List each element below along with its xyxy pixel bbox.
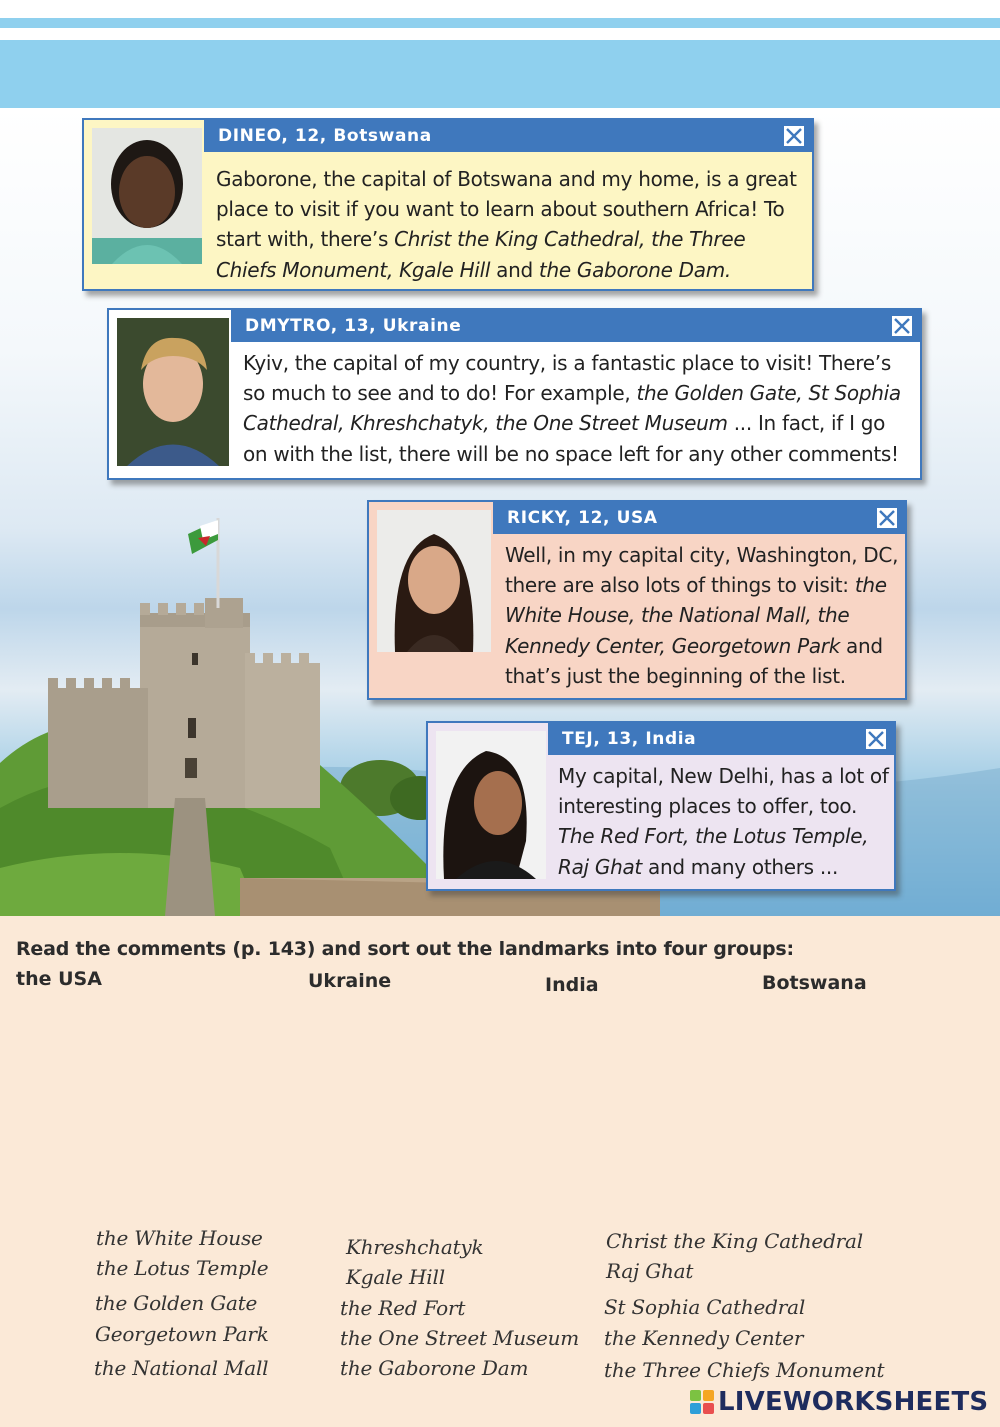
logo-square: [703, 1390, 714, 1401]
card-header: [231, 310, 920, 342]
comment-text-segment: ... In fact, if I go on with the list, there will be no space left for any other comments!: [243, 411, 899, 466]
commenter-name: DMYTRO, 13, Ukraine: [245, 316, 462, 336]
task-instruction: Read the comments (p. 143) and sort out the landmarks into four groups:: [16, 938, 794, 960]
logo-text: LIVEWORKSHEETS: [718, 1387, 989, 1417]
comment-text-segment: Kyiv, the capital of my country, is a fantastic place to visit! There’s so much to see and to do! For example,: [243, 351, 891, 406]
landmark-word[interactable]: Khreshchatyk: [346, 1235, 484, 1259]
header-band: [0, 40, 1000, 108]
comment-card-ricky: [367, 500, 907, 700]
card-header: [204, 120, 812, 152]
commenter-name: RICKY, 12, USA: [507, 508, 658, 528]
landmark-word[interactable]: Christ the King Cathedral: [606, 1229, 863, 1253]
comment-card-tej: [426, 721, 896, 891]
landmark-word[interactable]: the Gaborone Dam: [340, 1356, 529, 1380]
comment-text-segment: Gaborone, the capital of Botswana and my home, is a great place to visit if you want to learn about southern Africa! To start with, there’s: [216, 167, 797, 252]
comment-text: [216, 164, 806, 285]
close-icon[interactable]: [875, 506, 899, 530]
comment-text-segment: My capital, New Delhi, has a lot of interesting places to offer, too.: [558, 764, 889, 819]
landmark-word[interactable]: the Lotus Temple: [96, 1256, 269, 1280]
group-heading-usa: the USA: [16, 968, 102, 990]
comment-text-segment: and that’s just the beginning of the list.: [505, 633, 883, 688]
logo-square: [703, 1403, 714, 1414]
avatar: [436, 731, 546, 879]
comment-text: [243, 348, 913, 469]
landmark-mention: the White House, the National Mall, the Kennedy Center, Georgetown Park: [505, 573, 887, 658]
group-heading-botswana: Botswana: [762, 972, 867, 994]
commenter-name: TEJ, 13, India: [562, 729, 697, 749]
landmark-word[interactable]: the Three Chiefs Monument: [604, 1358, 885, 1382]
landmark-word[interactable]: the Red Fort: [340, 1296, 466, 1320]
comment-text: [558, 761, 893, 882]
logo-square: [690, 1403, 701, 1414]
landmark-word[interactable]: Georgetown Park: [95, 1322, 269, 1346]
landmark-word[interactable]: St Sophia Cathedral: [604, 1295, 806, 1319]
comment-card-dmytro: [107, 308, 922, 480]
close-icon[interactable]: [890, 314, 914, 338]
landmark-mention: the Gaborone Dam.: [538, 257, 731, 282]
close-icon[interactable]: [864, 727, 888, 751]
landmark-word[interactable]: the White House: [96, 1226, 263, 1250]
landmark-word[interactable]: the Golden Gate: [95, 1291, 258, 1315]
group-heading-ukraine: Ukraine: [308, 970, 392, 992]
avatar: [377, 510, 491, 652]
landmark-word[interactable]: the National Mall: [94, 1356, 269, 1380]
landmark-word[interactable]: Kgale Hill: [346, 1265, 445, 1289]
commenter-name: DINEO, 12, Botswana: [218, 126, 432, 146]
landmark-word[interactable]: the Kennedy Center: [604, 1326, 804, 1350]
group-heading-india: India: [545, 974, 599, 996]
landmark-word[interactable]: Raj Ghat: [606, 1259, 694, 1283]
avatar: [117, 318, 229, 466]
comment-text-segment: Well, in my capital city, Washington, DC, there are also lots of things to visit:: [505, 543, 899, 598]
landmark-mention: The Red Fort, the Lotus Temple, Raj Ghat: [558, 824, 869, 879]
landmark-mention: the Golden Gate, St Sophia Cathedral, Khreshchatyk, the One Street Museum: [243, 381, 901, 436]
comment-text-segment: and many others ...: [641, 854, 839, 879]
close-icon[interactable]: [782, 124, 806, 148]
liveworksheets-logo: [690, 1386, 988, 1418]
comment-text-segment: and: [490, 257, 539, 282]
worksheet-area: [0, 916, 1000, 1427]
logo-square: [690, 1390, 701, 1401]
landmark-word[interactable]: the One Street Museum: [340, 1326, 580, 1350]
logo-mark-icon: [690, 1390, 714, 1414]
top-stripe: [0, 18, 1000, 28]
comment-text: [505, 540, 900, 691]
comment-card-dineo: [82, 118, 814, 291]
avatar: [92, 128, 202, 264]
card-header: [493, 502, 905, 534]
card-header: [548, 723, 894, 755]
landmark-mention: Christ the King Cathedral, the Three Chiefs Monument, Kgale Hill: [216, 227, 746, 282]
